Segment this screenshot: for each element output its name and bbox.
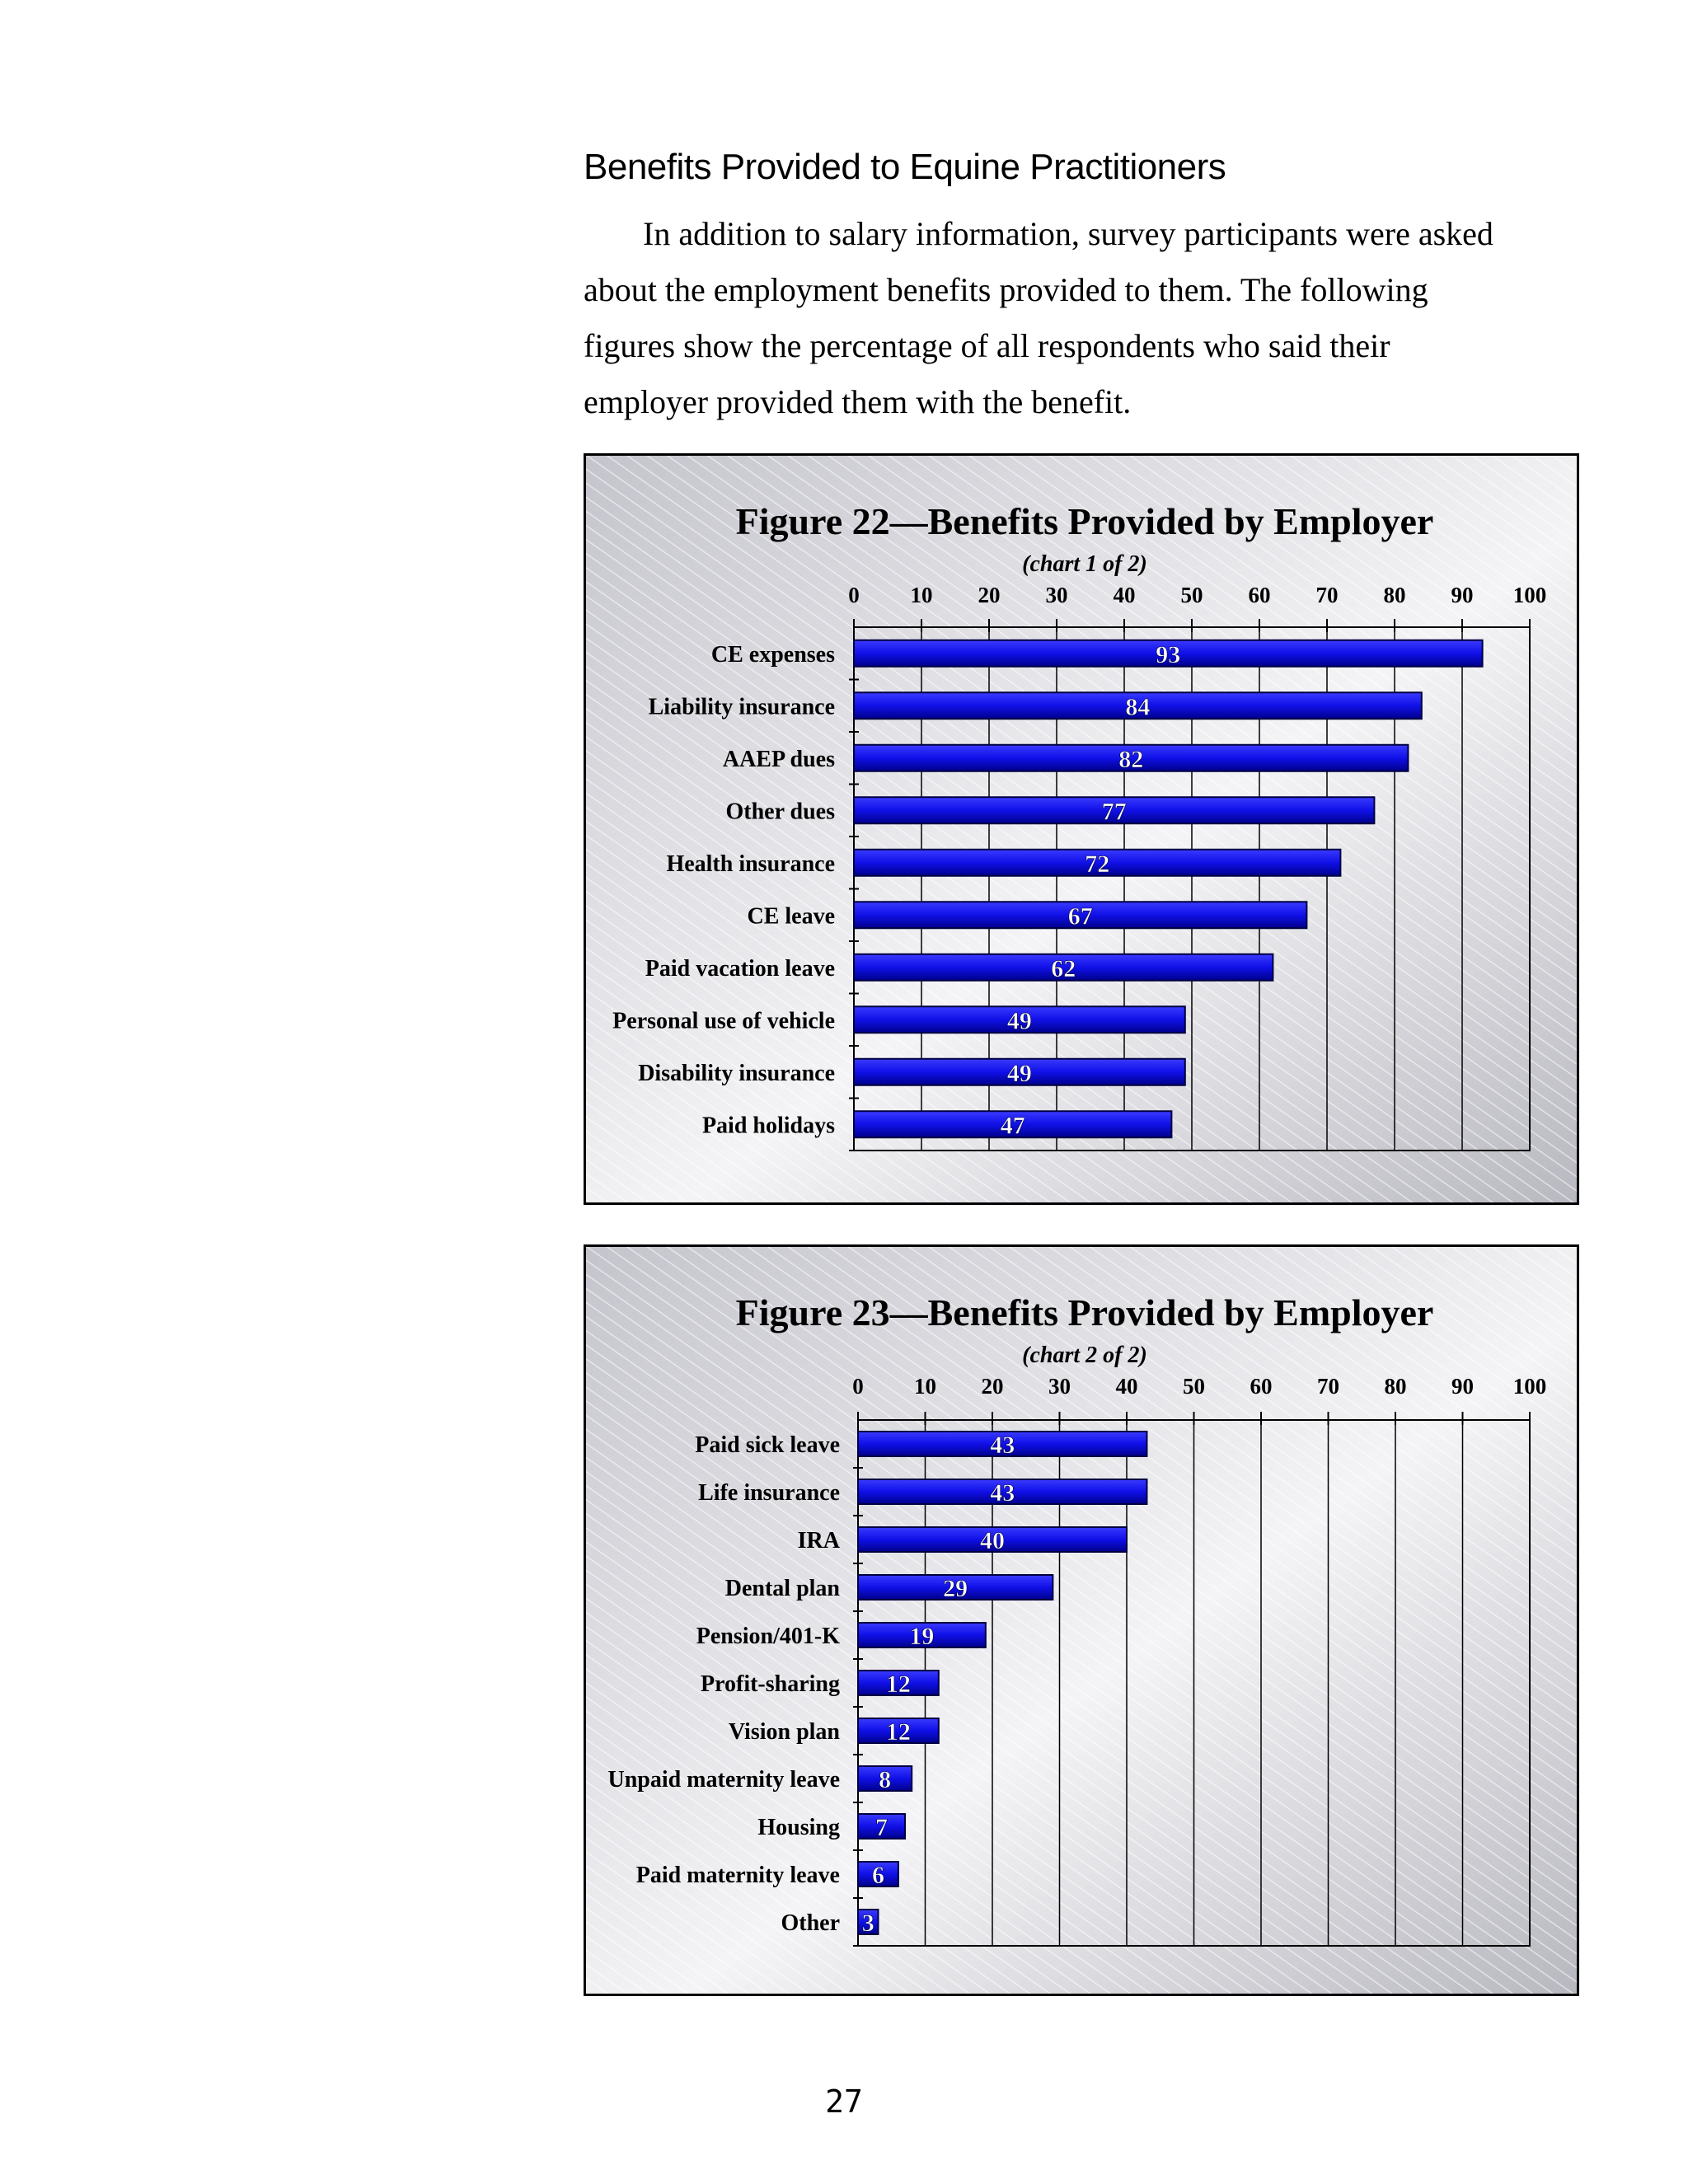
category-label: Life insurance	[698, 1480, 840, 1506]
category-label: Other dues	[725, 799, 835, 825]
bar-value-label: 19	[909, 1623, 935, 1650]
x-tick-label: 0	[852, 1374, 864, 1399]
x-tick-label: 80	[1384, 1374, 1407, 1399]
chart-title: Figure 22—Benefits Provided by Employer	[735, 500, 1434, 542]
intro-paragraph: In addition to salary information, survey participants were asked about the employment benefits provided to them. The following figures show the percentage of all respondents who said their employer provided them with the benefit.	[584, 215, 1493, 420]
bar-value-label: 43	[990, 1479, 1015, 1507]
x-tick-label: 100	[1512, 583, 1547, 607]
category-label: Health insurance	[666, 851, 835, 877]
bar-value-label: 49	[1006, 1007, 1032, 1035]
bar-value-label: 12	[885, 1718, 911, 1746]
bar-value-label: 43	[990, 1432, 1015, 1459]
x-tick-label: 50	[1183, 1374, 1205, 1399]
bar-value-label: 49	[1006, 1059, 1032, 1087]
figure-23-chart	[586, 1247, 1577, 1994]
figure-22-panel	[584, 453, 1579, 1205]
bar-value-label: 40	[980, 1527, 1005, 1554]
category-label: CE expenses	[710, 641, 835, 668]
bar-value-label: 6	[871, 1862, 884, 1889]
x-tick-label: 20	[978, 583, 1001, 607]
x-tick-label: 50	[1180, 583, 1203, 607]
category-label: Profit-sharing	[700, 1671, 840, 1697]
figure-23-panel	[584, 1244, 1579, 1996]
bar-value-label: 93	[1156, 640, 1181, 668]
bar-value-label: 62	[1051, 954, 1076, 982]
category-label: Housing	[757, 1815, 840, 1840]
bar-value-label: 7	[875, 1814, 889, 1841]
category-label: Other	[781, 1910, 840, 1936]
figure-22-chart	[586, 456, 1577, 1202]
x-tick-label: 30	[1048, 1374, 1071, 1399]
bar-value-label: 82	[1118, 745, 1144, 773]
x-tick-label: 0	[848, 583, 860, 607]
category-label: AAEP dues	[722, 746, 835, 772]
category-label: IRA	[797, 1528, 840, 1554]
bar-value-label: 72	[1085, 850, 1110, 878]
category-label: Paid sick leave	[695, 1432, 840, 1458]
x-tick-label: 40	[1113, 583, 1136, 607]
x-tick-label: 10	[914, 1374, 936, 1399]
x-tick-label: 70	[1315, 583, 1339, 607]
category-label: Paid holidays	[701, 1113, 835, 1139]
bar-value-label: 77	[1101, 798, 1127, 826]
bar-value-label: 12	[885, 1671, 911, 1698]
chart-title: Figure 23—Benefits Provided by Employer	[735, 1291, 1434, 1333]
x-tick-label: 30	[1045, 583, 1068, 607]
x-tick-label: 90	[1451, 583, 1474, 607]
category-label: Pension/401-K	[696, 1624, 840, 1649]
bar-value-label: 3	[861, 1910, 874, 1937]
bar-value-label: 8	[879, 1766, 892, 1793]
category-label: Dental plan	[724, 1576, 840, 1601]
x-tick-label: 60	[1248, 583, 1271, 607]
page-number: 27	[825, 2083, 863, 2120]
chart-subtitle: (chart 1 of 2)	[1022, 551, 1147, 577]
bar-value-label: 84	[1125, 693, 1151, 721]
x-tick-label: 70	[1317, 1374, 1339, 1399]
category-label: Paid vacation leave	[645, 955, 835, 982]
section-heading: Benefits Provided to Equine Practitioners	[584, 147, 1226, 187]
category-label: Paid maternity leave	[635, 1863, 840, 1888]
x-tick-label: 100	[1512, 1374, 1547, 1399]
chart-subtitle: (chart 2 of 2)	[1022, 1343, 1147, 1368]
bar-value-label: 47	[1000, 1112, 1025, 1140]
x-tick-label: 10	[910, 583, 933, 607]
x-tick-label: 20	[981, 1374, 1004, 1399]
category-label: CE leave	[747, 903, 835, 930]
x-tick-label: 60	[1250, 1374, 1273, 1399]
category-label: Vision plan	[728, 1719, 840, 1745]
category-label: Disability insurance	[638, 1060, 835, 1086]
x-tick-label: 80	[1383, 583, 1406, 607]
category-label: Unpaid maternity leave	[607, 1767, 840, 1793]
bar-value-label: 29	[943, 1575, 968, 1602]
x-tick-label: 40	[1115, 1374, 1138, 1399]
x-tick-label: 90	[1451, 1374, 1474, 1399]
category-label: Personal use of vehicle	[612, 1008, 835, 1034]
bar-value-label: 67	[1067, 902, 1093, 930]
category-label: Liability insurance	[648, 694, 835, 720]
